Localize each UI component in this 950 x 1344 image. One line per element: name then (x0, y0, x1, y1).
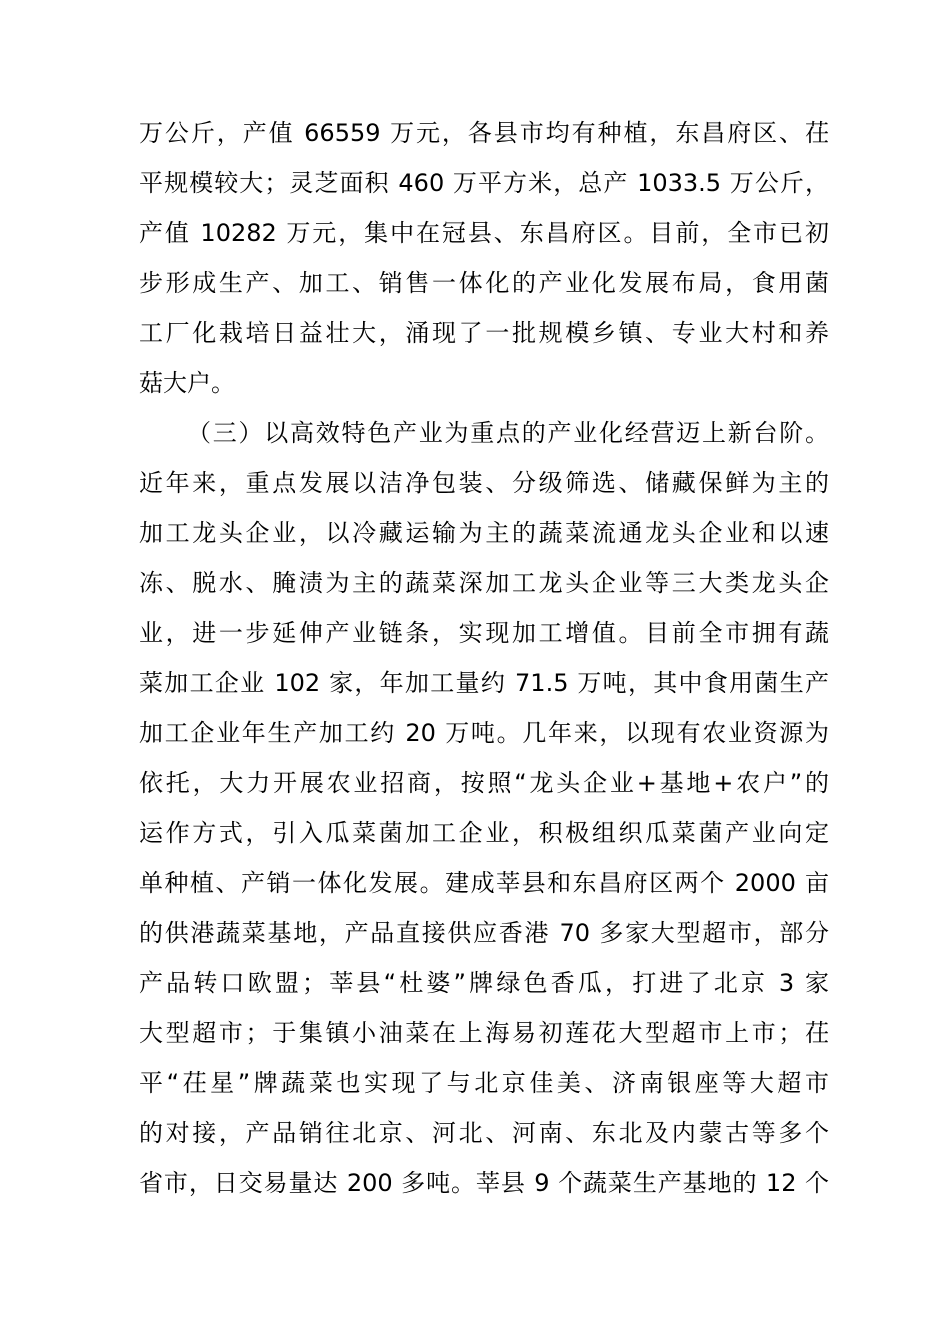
text-line: 菜加工企业 102 家，年加工量约 71.5 万吨，其中食用菌生产 (139, 669, 829, 697)
text-line: 步形成生产、加工、销售一体化的产业化发展布局，食用菌 (139, 269, 829, 297)
text-line: 运作方式，引入瓜菜菌加工企业，积极组织瓜菜菌产业向定 (139, 819, 829, 847)
text-line: 冻、脱水、腌渍为主的蔬菜深加工龙头企业等三大类龙头企 (139, 569, 829, 597)
text-line: 加工企业年生产加工约 20 万吨。几年来，以现有农业资源为 (139, 719, 829, 747)
text-line: 产值 10282 万元，集中在冠县、东昌府区。目前，全市已初 (139, 219, 829, 247)
text-line: 产品转口欧盟；莘县“杜婆”牌绿色香瓜，打进了北京 3 家 (139, 969, 829, 997)
text-line: 省市，日交易量达 200 多吨。莘县 9 个蔬菜生产基地的 12 个 (139, 1169, 829, 1197)
text-line: 大型超市；于集镇小油菜在上海易初莲花大型超市上市；茌 (139, 1019, 829, 1047)
body-text (139, 108, 829, 1208)
text-line: 单种植、产销一体化发展。建成莘县和东昌府区两个 2000 亩 (139, 869, 829, 897)
text-line: 的对接，产品销往北京、河北、河南、东北及内蒙古等多个 (139, 1119, 829, 1147)
text-line: 平规模较大；灵芝面积 460 万平方米，总产 1033.5 万公斤， (139, 169, 829, 197)
text-line: 万公斤，产值 66559 万元，各县市均有种植，东昌府区、茌 (139, 119, 829, 147)
text-line: 近年来，重点发展以洁净包装、分级筛选、储藏保鲜为主的 (139, 469, 829, 497)
text-line: 依托，大力开展农业招商，按照“龙头企业+基地+农户”的 (139, 769, 829, 797)
text-line: 加工龙头企业，以冷藏运输为主的蔬菜流通龙头企业和以速 (139, 519, 829, 547)
text-line: 平“茌星”牌蔬菜也实现了与北京佳美、济南银座等大超市 (139, 1069, 829, 1097)
text-line: 的供港蔬菜基地，产品直接供应香港 70 多家大型超市，部分 (139, 919, 829, 947)
text-line: 工厂化栽培日益壮大，涌现了一批规模乡镇、专业大村和养 (139, 319, 829, 347)
section-heading-line: （三）以高效特色产业为重点的产业化经营迈上新台阶。 (187, 419, 829, 447)
text-line: 菇大户。 (139, 369, 235, 397)
text-line: 业，进一步延伸产业链条，实现加工增值。目前全市拥有蔬 (139, 619, 829, 647)
